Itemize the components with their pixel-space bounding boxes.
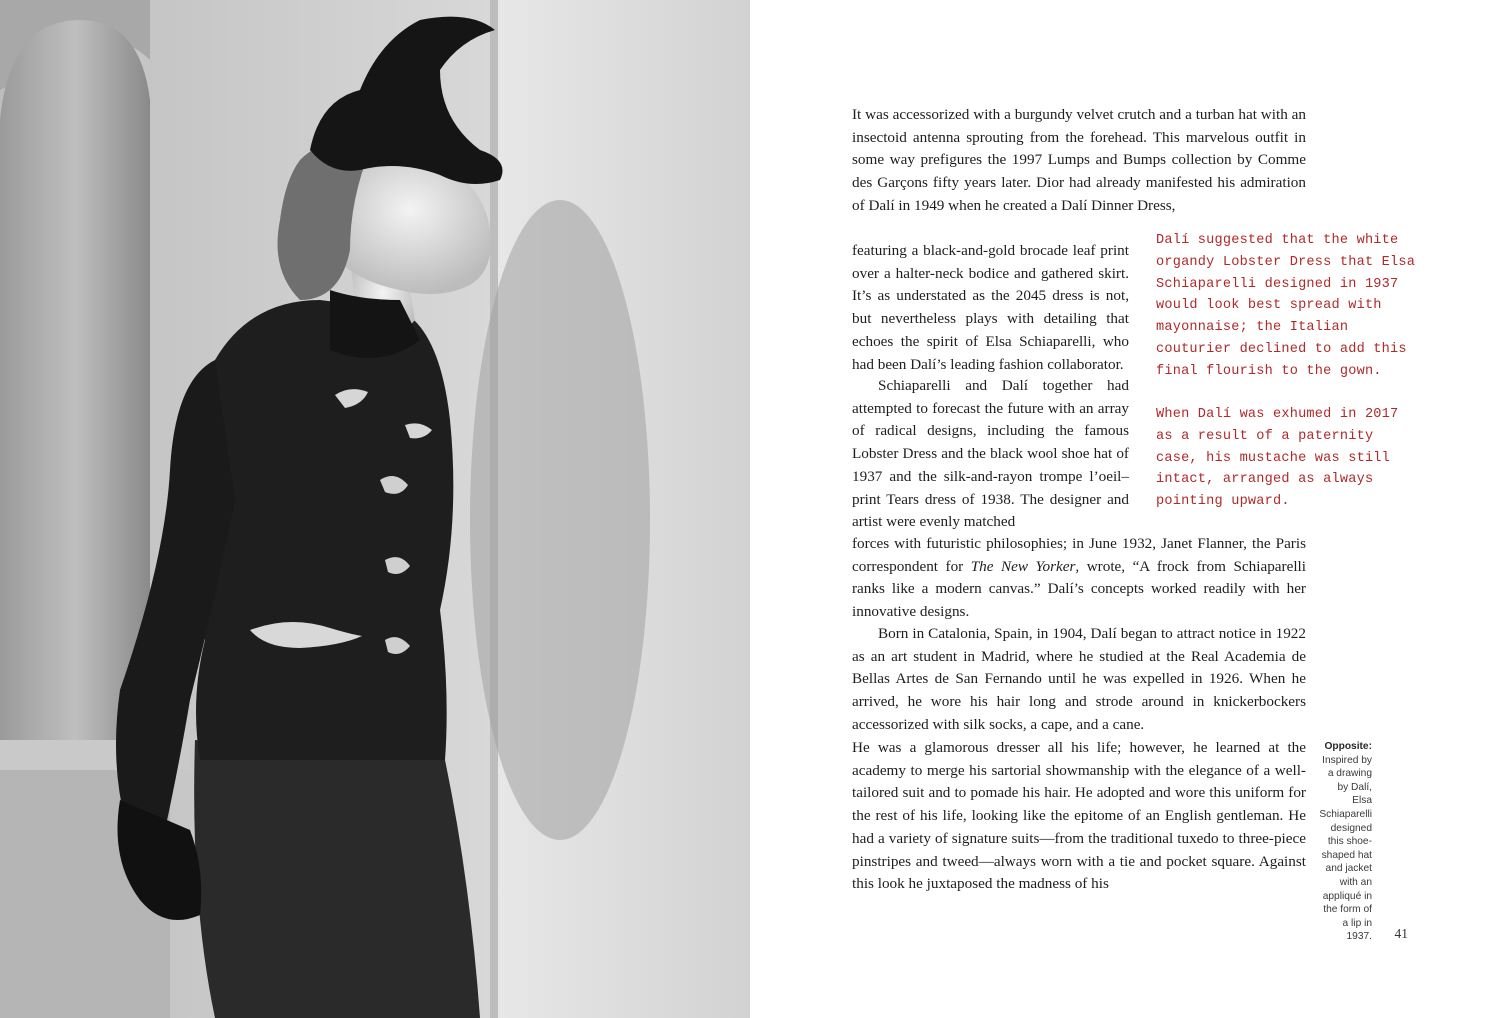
paragraph-forces-part-b: , wrote, “A frock from Schiaparelli ranks like a modern canvas.” Dalí’s concepts worked readily with her innovative designs. <box>852 557 1306 621</box>
pull-quote-mustache: When Dalí was exhumed in 2017 as a result of a paternity case, his mustache was still intact, arranged as always pointing upward. <box>1156 407 1399 510</box>
caption-body: Inspired by a drawing by Dalí, Elsa Schiaparelli designed this shoe-shaped hat and jacket with an appliqué in the form of a lip in 1937. <box>1319 754 1372 943</box>
photo-caption <box>1316 740 1372 944</box>
paragraph-schiaparelli: Schiaparelli and Dalí together had attempted to forecast the future with an array of radical designs, including the famous Lobster Dress and the black wool shoe hat of 1937 and the silk-and-rayon trompe l’oeil–print Tears dress of 1938. The designer and artist were evenly matched <box>852 377 1129 531</box>
publication-title: The New Yorker <box>970 557 1076 575</box>
page-number: 41 <box>1394 926 1408 941</box>
paragraph-born: Born in Catalonia, Spain, in 1904, Dalí began to attract notice in 1922 as an art student in Madrid, where he studied at the Real Academia de Bellas Artes de San Fernando until he was expelled in 1926. When he arrived, he wore his hair long and strode around in knickerbockers accessorized with silk socks, a cape, and a cane. <box>852 625 1306 733</box>
paragraph-forces-part-a: forces with futuristic philosophies; in June 1932, Janet Flanner, the Paris correspondent for <box>852 535 1306 575</box>
paragraph-dresser: He was a glamorous dresser all his life; however, he learned at the academy to merge his sartorial showmanship with the elegance of a well-tailored suit and to pomade his hair. He adopted and wore this uniform for the rest of his life, looking like the epitome of an English gentleman. He had a variety of signature suits—from the traditional tuxedo to three-piece pinstripes and tweed—always worn with a tie and pocket square. Against this look he juxtaposed the madness of his <box>852 739 1306 893</box>
text-page <box>750 0 1500 1018</box>
paragraph-intro: It was accessorized with a burgundy velvet crutch and a turban hat with an insectoid antenna sprouting from the forehead. This marvelous outfit in some way prefigures the 1997 Lumps and Bumps collection by Comme des Garçons fifty years later. Dior had already manifested his admiration of Dalí in 1949 when he created a Dalí Dinner Dress, <box>852 106 1306 214</box>
caption-heading: Opposite: <box>1324 741 1372 752</box>
skirt-shape <box>194 740 480 1018</box>
paragraph-forces <box>852 533 1306 624</box>
paragraph-dinner-dress: featuring a black-and-gold brocade leaf print over a halter-neck bodice and gathered skirt. It’s as understated as the 2045 dress is not, but nevertheless plays with detailing that echoes the spirit of Elsa Schiaparelli, who had been Dalí’s leading fashion collaborator. <box>852 242 1129 373</box>
pull-quote-lobster: Dalí suggested that the white organdy Lobster Dress that Elsa Schiaparelli designed in 1937 would look best spread with mayonnaise; the Italian couturier declined to add this final flourish to the gown. <box>1156 233 1416 379</box>
